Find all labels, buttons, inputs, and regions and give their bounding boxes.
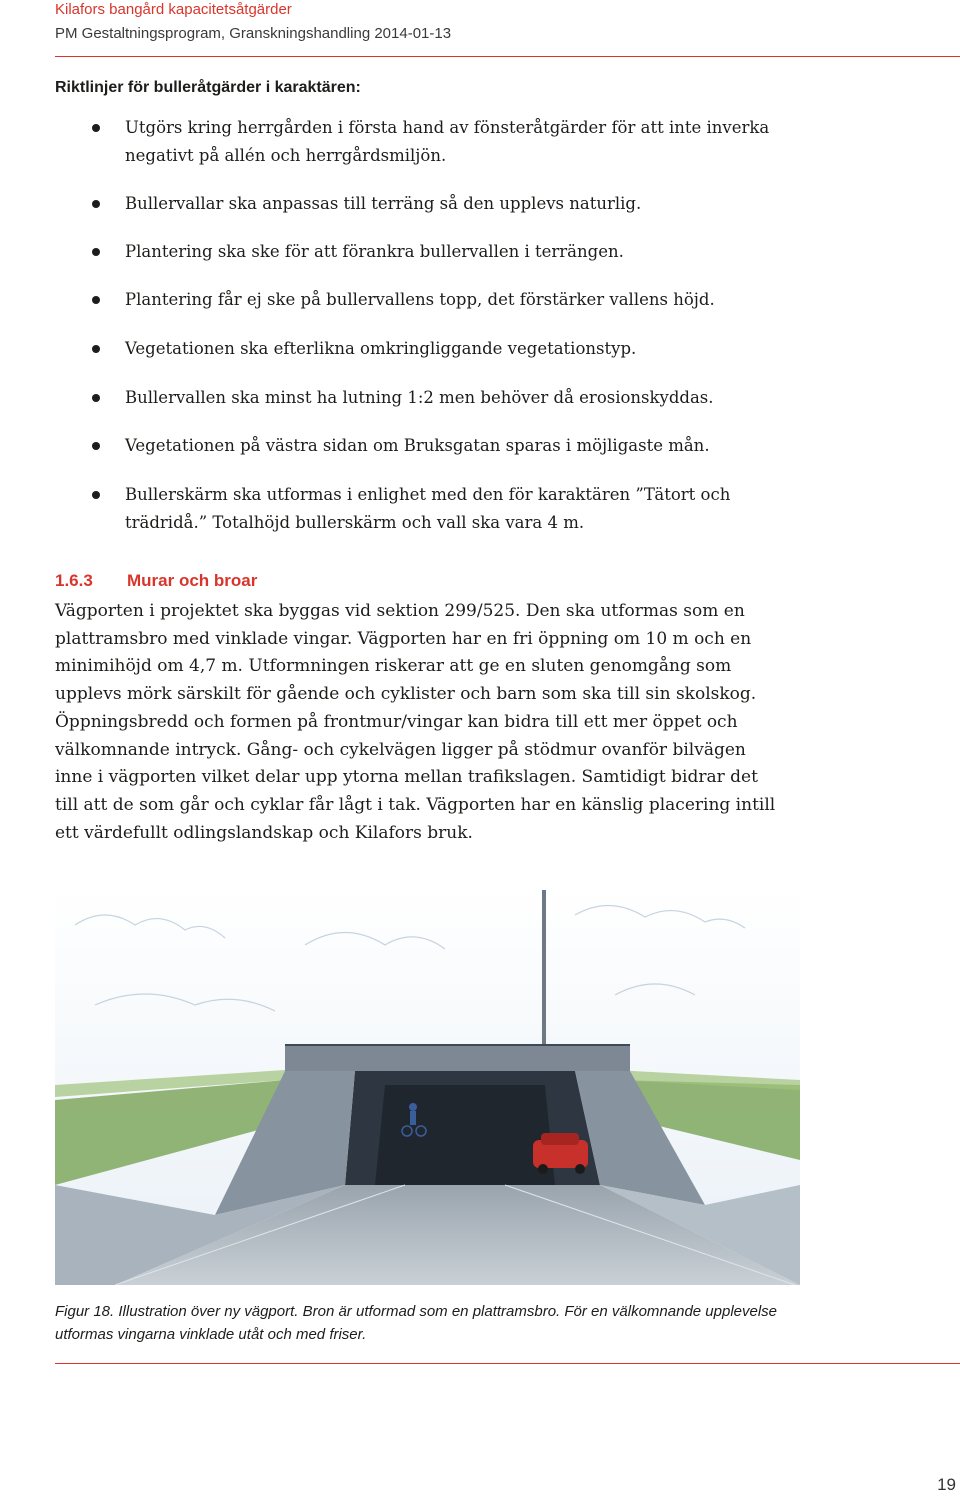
list-item: Bullerskärm ska utformas i enlighet med den för karaktären ”Tätort och trädridå.” Totalhöjd bullerskärm och vall ska vara 4 m. bbox=[125, 481, 805, 537]
list-item: Bullervallar ska anpassas till terräng så den upplevs naturlig. bbox=[125, 190, 805, 218]
list-item: Plantering får ej ske på bullervallens topp, det förstärker vallens höjd. bbox=[125, 286, 805, 314]
list-item: Bullervallen ska minst ha lutning 1:2 men behöver då erosionskyddas. bbox=[125, 384, 805, 412]
caption-divider bbox=[55, 1363, 960, 1364]
list-item: Plantering ska ske för att förankra bullervallen i terrängen. bbox=[125, 238, 805, 266]
list-item: Utgörs kring herrgården i första hand av fönsteråtgärder för att inte inverka negativt på allén och herrgårdsmiljön. bbox=[125, 114, 805, 170]
document-subtitle: PM Gestaltningsprogram, Granskningshandling 2014-01-13 bbox=[55, 25, 452, 42]
header-divider bbox=[55, 56, 960, 57]
section-heading bbox=[55, 571, 257, 591]
section-number: 1.6.3 bbox=[55, 571, 93, 590]
page-number: 19 bbox=[937, 1475, 956, 1494]
section-title: Murar och broar bbox=[127, 571, 258, 590]
bridge-deck bbox=[285, 1045, 630, 1071]
figure-caption: Figur 18. Illustration över ny vägport. Bron är utformad som en plattramsbro. För en välkomnande upplevelse utformas vingarna vinklade utåt och med friser. bbox=[55, 1303, 778, 1343]
guidelines-heading: Riktlinjer för bulleråtgärder i karaktären: bbox=[55, 79, 361, 96]
list-item: Vegetationen ska efterlikna omkringliggande vegetationstyp. bbox=[125, 335, 805, 363]
light-pole bbox=[542, 890, 546, 1050]
list-item: Vegetationen på västra sidan om Bruksgatan sparas i möjligaste mån. bbox=[125, 432, 805, 460]
body-paragraph: Vägporten i projektet ska byggas vid sektion 299/525. Den ska utformas som en plattramsbro med vinklade vingar. Vägporten har en fri öppning om 10 m och en minimihöjd om 4,7 m. Utformningen riskerar att ge en sluten genomgång som upplevs mörk särskilt för gående och cyklister och barn som ska till sin skolskog. Öppningsbredd och formen på frontmur/vingar kan bidra till ett mer öppet och välkomnande intryck. Gång- och cykelvägen ligger på stödmur ovanför bilvägen inne i vägporten vilket delar upp ytorna mellan trafikslagen. Samtidigt bidrar det till att de som går och cyklar får lågt i tak. Vägporten har en känslig placering intill ett värdefullt odlingslandskap och Kilafors bruk. bbox=[55, 601, 776, 843]
underpass-illustration bbox=[55, 885, 800, 1285]
document-title: Kilafors bangård kapacitetsåtgärder bbox=[55, 1, 292, 18]
